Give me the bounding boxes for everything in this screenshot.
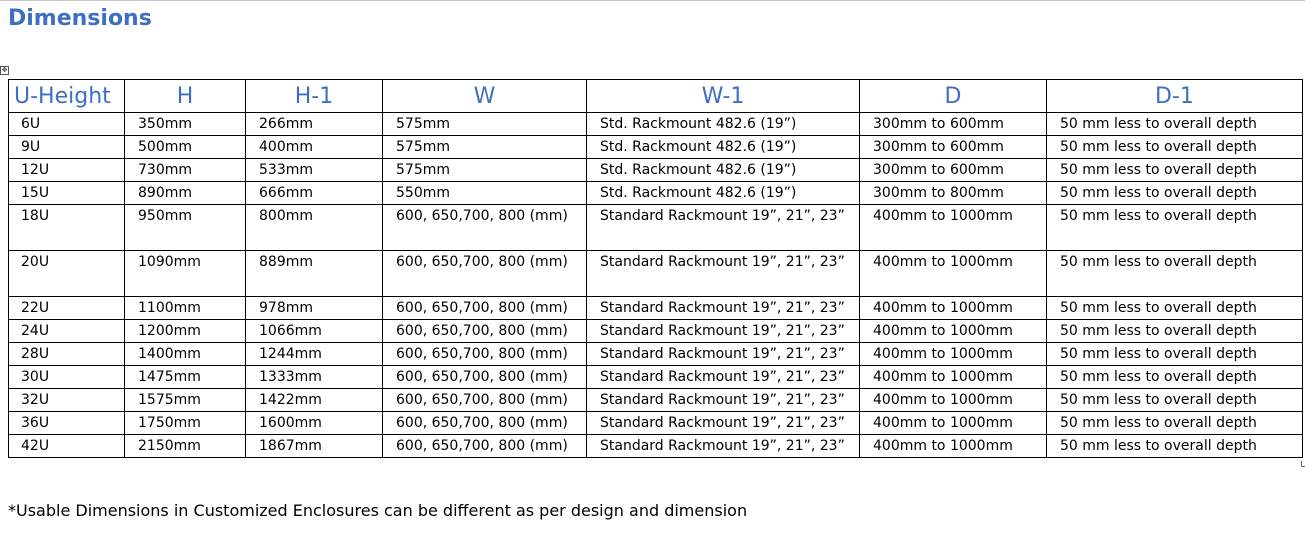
cell-w: 600, 650,700, 800 (mm) [383,297,587,320]
cell-d: 400mm to 1000mm [860,435,1047,458]
cell-u-height: 28U [9,343,125,366]
cell-w-1: Standard Rackmount 19”, 21”, 23” [587,389,860,412]
cell-h-1: 266mm [246,113,383,136]
cell-h: 890mm [125,182,246,205]
cell-w-1: Std. Rackmount 482.6 (19”) [587,182,860,205]
cell-h: 730mm [125,159,246,182]
cell-w: 575mm [383,136,587,159]
cell-h: 1100mm [125,297,246,320]
cell-d-1: 50 mm less to overall depth [1047,136,1303,159]
cell-w: 600, 650,700, 800 (mm) [383,366,587,389]
table-header-row [9,80,1303,113]
cell-d-1: 50 mm less to overall depth [1047,297,1303,320]
cell-w: 600, 650,700, 800 (mm) [383,205,587,251]
cell-u-height: 30U [9,366,125,389]
cell-h-1: 978mm [246,297,383,320]
cell-w-1: Std. Rackmount 482.6 (19”) [587,113,860,136]
cell-h: 1090mm [125,251,246,297]
cell-w: 600, 650,700, 800 (mm) [383,251,587,297]
header-u-height: U-Height [9,80,125,113]
header-d: D [860,80,1047,113]
cell-d: 400mm to 1000mm [860,251,1047,297]
cell-d-1: 50 mm less to overall depth [1047,113,1303,136]
cell-d: 300mm to 600mm [860,159,1047,182]
dimensions-table [8,79,1303,458]
cell-u-height: 36U [9,412,125,435]
cell-u-height: 42U [9,435,125,458]
cell-h-1: 533mm [246,159,383,182]
table-row [9,113,1303,136]
table-resize-handle-icon[interactable] [1301,461,1305,467]
table-row [9,297,1303,320]
header-w-1: W-1 [587,80,860,113]
cell-w-1: Standard Rackmount 19”, 21”, 23” [587,251,860,297]
cell-h-1: 800mm [246,205,383,251]
cell-d: 300mm to 600mm [860,113,1047,136]
table-row [9,412,1303,435]
header-h-1: H-1 [246,80,383,113]
page-title: Dimensions [8,6,152,31]
table-move-handle-icon[interactable]: ✥ [1,66,8,74]
cell-h: 1200mm [125,320,246,343]
cell-h-1: 1244mm [246,343,383,366]
cell-h-1: 666mm [246,182,383,205]
cell-w: 600, 650,700, 800 (mm) [383,320,587,343]
cell-h: 1750mm [125,412,246,435]
cell-h: 500mm [125,136,246,159]
cell-d: 400mm to 1000mm [860,412,1047,435]
cell-w-1: Std. Rackmount 482.6 (19”) [587,136,860,159]
cell-h-1: 400mm [246,136,383,159]
cell-w-1: Standard Rackmount 19”, 21”, 23” [587,435,860,458]
cell-u-height: 20U [9,251,125,297]
cell-d: 400mm to 1000mm [860,366,1047,389]
cell-h-1: 1422mm [246,389,383,412]
cell-h-1: 889mm [246,251,383,297]
cell-h: 1475mm [125,366,246,389]
cell-u-height: 24U [9,320,125,343]
footnote: *Usable Dimensions in Customized Enclosures can be different as per design and dimension [8,501,748,520]
cell-d-1: 50 mm less to overall depth [1047,435,1303,458]
cell-d-1: 50 mm less to overall depth [1047,320,1303,343]
cell-w-1: Standard Rackmount 19”, 21”, 23” [587,343,860,366]
cell-d-1: 50 mm less to overall depth [1047,251,1303,297]
table-row [9,251,1303,297]
cell-h-1: 1867mm [246,435,383,458]
cell-u-height: 18U [9,205,125,251]
table-row [9,366,1303,389]
cell-h: 2150mm [125,435,246,458]
cell-u-height: 22U [9,297,125,320]
top-rule [0,0,1305,1]
cell-h-1: 1600mm [246,412,383,435]
cell-d: 400mm to 1000mm [860,297,1047,320]
cell-d: 400mm to 1000mm [860,343,1047,366]
header-d-1: D-1 [1047,80,1303,113]
cell-w-1: Standard Rackmount 19”, 21”, 23” [587,320,860,343]
cell-w-1: Std. Rackmount 482.6 (19”) [587,159,860,182]
cell-w: 600, 650,700, 800 (mm) [383,412,587,435]
table-row [9,320,1303,343]
cell-w: 600, 650,700, 800 (mm) [383,343,587,366]
cell-d: 400mm to 1000mm [860,389,1047,412]
cell-w: 600, 650,700, 800 (mm) [383,389,587,412]
cell-d: 300mm to 600mm [860,136,1047,159]
cell-h-1: 1066mm [246,320,383,343]
table-row [9,389,1303,412]
cell-d-1: 50 mm less to overall depth [1047,412,1303,435]
cell-d-1: 50 mm less to overall depth [1047,159,1303,182]
cell-d-1: 50 mm less to overall depth [1047,343,1303,366]
cell-w-1: Standard Rackmount 19”, 21”, 23” [587,297,860,320]
cell-d-1: 50 mm less to overall depth [1047,366,1303,389]
cell-u-height: 32U [9,389,125,412]
table-row [9,435,1303,458]
header-h: H [125,80,246,113]
cell-d: 400mm to 1000mm [860,320,1047,343]
cell-w: 550mm [383,182,587,205]
cell-d: 300mm to 800mm [860,182,1047,205]
cell-w: 600, 650,700, 800 (mm) [383,435,587,458]
header-w: W [383,80,587,113]
cell-w-1: Standard Rackmount 19”, 21”, 23” [587,366,860,389]
cell-u-height: 15U [9,182,125,205]
table-row [9,205,1303,251]
cell-d: 400mm to 1000mm [860,205,1047,251]
cell-d-1: 50 mm less to overall depth [1047,205,1303,251]
table-row [9,159,1303,182]
cell-d-1: 50 mm less to overall depth [1047,389,1303,412]
cell-d-1: 50 mm less to overall depth [1047,182,1303,205]
cell-h-1: 1333mm [246,366,383,389]
cell-h: 950mm [125,205,246,251]
cell-h: 350mm [125,113,246,136]
cell-u-height: 6U [9,113,125,136]
cell-w-1: Standard Rackmount 19”, 21”, 23” [587,205,860,251]
cell-w-1: Standard Rackmount 19”, 21”, 23” [587,412,860,435]
cell-u-height: 12U [9,159,125,182]
cell-w: 575mm [383,159,587,182]
table-row [9,343,1303,366]
table-row [9,136,1303,159]
cell-h: 1400mm [125,343,246,366]
cell-u-height: 9U [9,136,125,159]
cell-h: 1575mm [125,389,246,412]
cell-w: 575mm [383,113,587,136]
table-row [9,182,1303,205]
